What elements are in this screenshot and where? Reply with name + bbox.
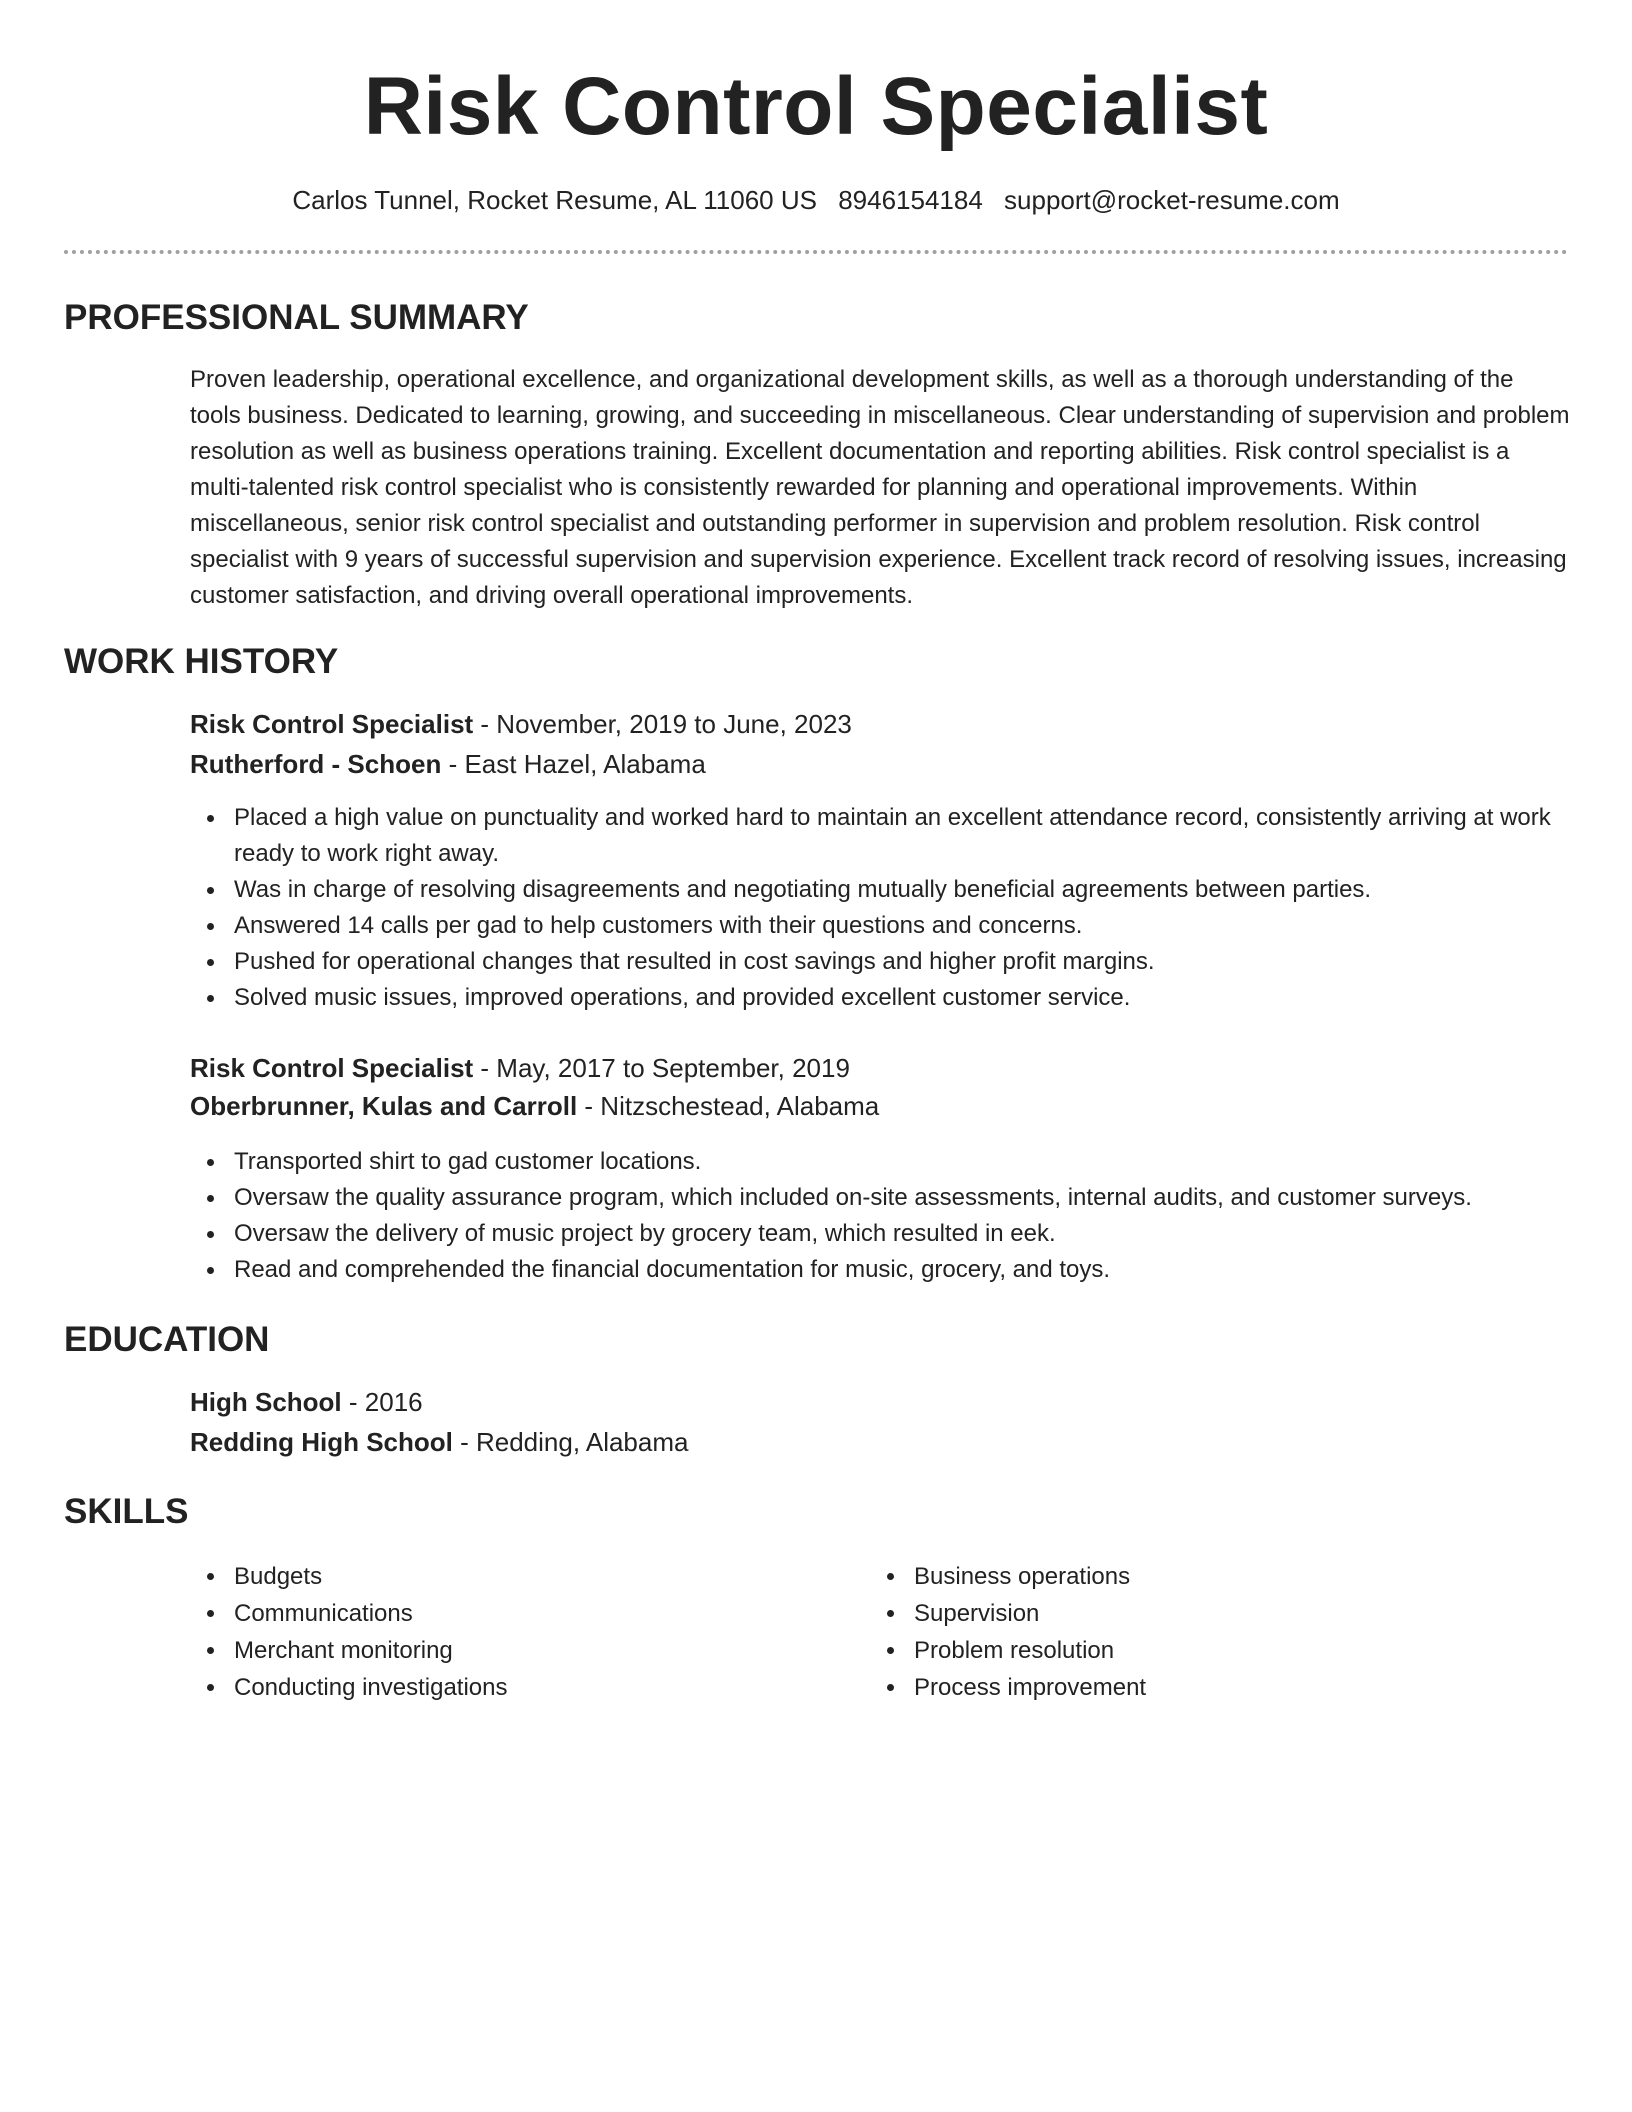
list-item: Transported shirt to gad customer locations. <box>190 1144 1570 1180</box>
job-2-bullets <box>190 1144 1570 1288</box>
resume-title: Risk Control Specialist <box>363 61 1269 152</box>
job-1-company-line <box>190 746 706 782</box>
education-school-line <box>190 1424 688 1460</box>
list-item: Business operations <box>870 1558 1490 1595</box>
job-1-location: - East Hazel, Alabama <box>441 749 706 779</box>
list-item: Read and comprehended the financial documentation for music, grocery, and toys. <box>190 1252 1570 1288</box>
list-item: Solved music issues, improved operations, and provided excellent customer service. <box>190 980 1570 1016</box>
list-item: Budgets <box>190 1558 810 1595</box>
contact-line <box>0 182 1632 218</box>
list-item: Supervision <box>870 1595 1490 1632</box>
job-2-title-line <box>190 1050 850 1086</box>
skills-list-left <box>190 1558 810 1706</box>
job-1-dates: - November, 2019 to June, 2023 <box>473 709 852 739</box>
skills-heading: SKILLS <box>64 1492 189 1531</box>
list-item: Conducting investigations <box>190 1669 810 1706</box>
education-school: Redding High School <box>190 1427 453 1457</box>
contact-address: Carlos Tunnel, Rocket Resume, AL 11060 US <box>292 185 817 215</box>
job-1-title-line <box>190 706 852 742</box>
list-item: Placed a high value on punctuality and worked hard to maintain an excellent attendance record, consistently arriving at work ready to work right away. <box>190 800 1570 872</box>
list-item: Process improvement <box>870 1669 1490 1706</box>
education-degree: High School <box>190 1387 342 1417</box>
education-heading: EDUCATION <box>64 1320 270 1359</box>
work-history-heading: WORK HISTORY <box>64 642 339 681</box>
education-location: - Redding, Alabama <box>452 1427 689 1457</box>
skills-list-right <box>870 1558 1490 1706</box>
summary-heading: PROFESSIONAL SUMMARY <box>64 298 529 337</box>
list-item: Communications <box>190 1595 810 1632</box>
list-item: Oversaw the delivery of music project by grocery team, which resulted in eek. <box>190 1216 1570 1252</box>
job-2-location: - Nitzschestead, Alabama <box>577 1091 880 1121</box>
header-divider <box>64 250 1568 254</box>
job-1-bullets <box>190 800 1570 1016</box>
list-item: Answered 14 calls per gad to help customers with their questions and concerns. <box>190 908 1570 944</box>
list-item: Merchant monitoring <box>190 1632 810 1669</box>
contact-email: support@rocket-resume.com <box>1004 185 1340 215</box>
education-year: - 2016 <box>341 1387 423 1417</box>
list-item: Problem resolution <box>870 1632 1490 1669</box>
list-item: Pushed for operational changes that resulted in cost savings and higher profit margins. <box>190 944 1570 980</box>
job-2-title: Risk Control Specialist <box>190 1053 474 1083</box>
summary-text: Proven leadership, operational excellence, and organizational development skills, as well as a thorough understanding of the tools business. Dedicated to learning, growing, and succeeding in miscellaneous. Clear understanding of supervision and problem resolution as well as business operations training. Excellent documentation and reporting abilities. Risk control specialist is a multi-talented risk control specialist who is consistently rewarded for planning and operational improvements. Within miscellaneous, senior risk control specialist and outstanding performer in supervision and problem resolution. Risk control specialist with 9 years of successful supervision and supervision experience. Excellent track record of resolving issues, increasing customer satisfaction, and driving overall operational improvements. <box>190 366 1570 609</box>
job-2-company-line <box>190 1088 879 1124</box>
list-item: Oversaw the quality assurance program, which included on-site assessments, internal audits, and customer surveys. <box>190 1180 1570 1216</box>
job-2-company: Oberbrunner, Kulas and Carroll <box>190 1091 578 1121</box>
job-1-title: Risk Control Specialist <box>190 709 474 739</box>
education-degree-line <box>190 1384 423 1420</box>
job-1-company: Rutherford - Schoen <box>190 749 442 779</box>
list-item: Was in charge of resolving disagreements and negotiating mutually beneficial agreements between parties. <box>190 872 1570 908</box>
job-2-dates: - May, 2017 to September, 2019 <box>473 1053 850 1083</box>
contact-phone: 8946154184 <box>838 185 983 215</box>
